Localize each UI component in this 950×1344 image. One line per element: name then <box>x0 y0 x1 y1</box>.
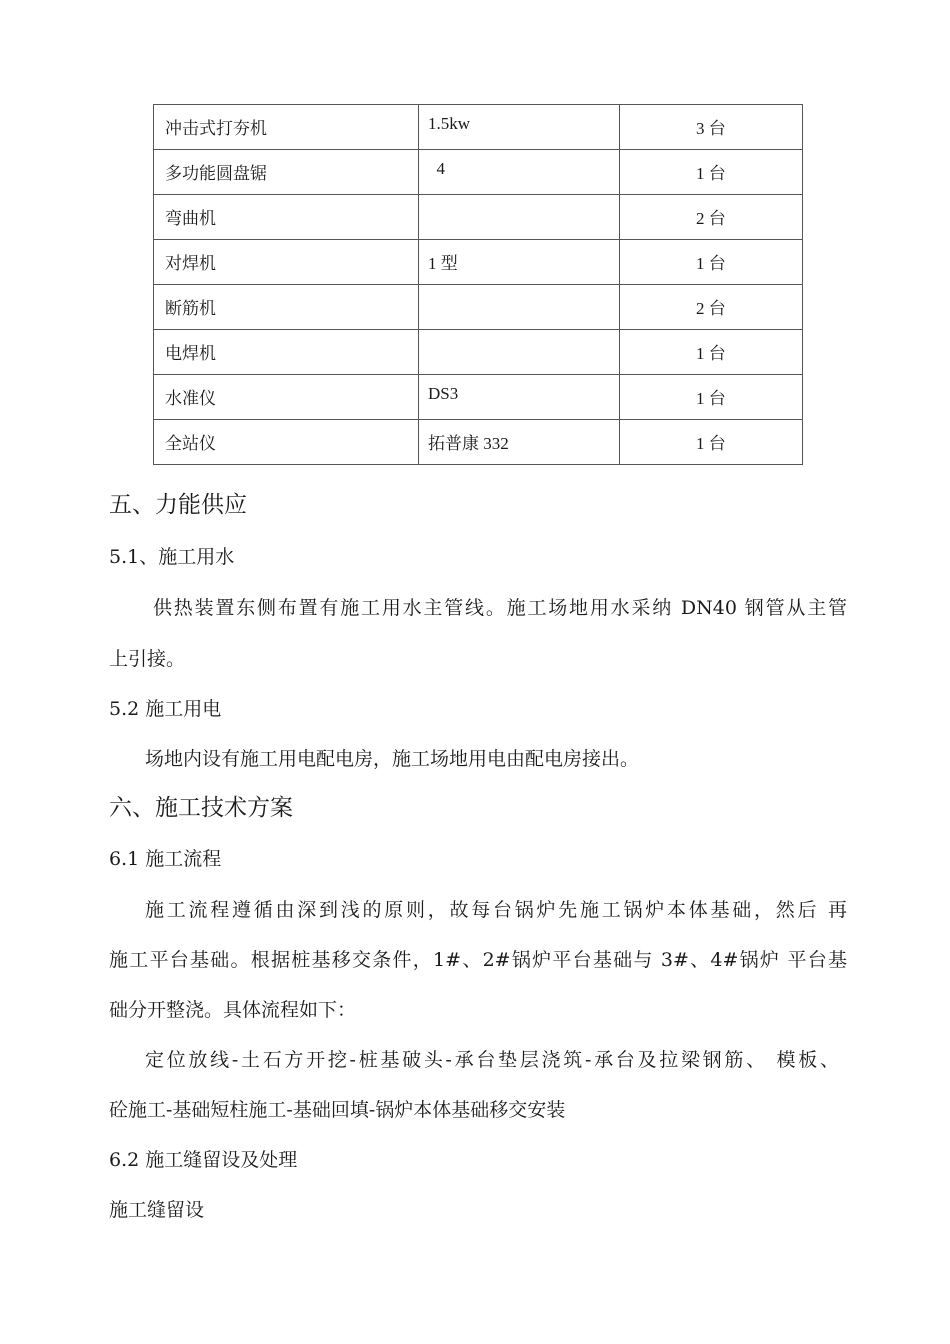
equipment-qty-cell <box>620 285 803 330</box>
equipment-name-cell <box>154 195 419 240</box>
section-6-heading: 六、施工技术方案 <box>109 795 293 821</box>
equipment-name-text: 水准仪 <box>165 389 216 408</box>
section-5-2-heading: 5.2 施工用电 <box>109 698 222 720</box>
equipment-qty-text: 1 台 <box>696 434 726 453</box>
table-row <box>154 375 803 420</box>
equipment-table-body <box>154 105 803 465</box>
table-row <box>154 330 803 375</box>
table-row <box>154 150 803 195</box>
equipment-qty-text: 1 台 <box>696 254 726 273</box>
table-row <box>154 240 803 285</box>
section-6-1-paragraph-line-2: 施工平台基础。根据桩基移交条件，1#、2#锅炉平台基础与 3#、4#锅炉 平台基 <box>109 949 847 971</box>
table-row <box>154 105 803 150</box>
section-6-1-paragraph-line-1: 施工流程遵循由深到浅的原则，故每台锅炉先施工锅炉本体基础，然后 再 <box>145 899 847 921</box>
table-row <box>154 420 803 465</box>
section-5-2-paragraph: 场地内设有施工用电配电房，施工场地用电由配电房接出。 <box>145 748 640 770</box>
section-6-1-flow-line-1: 定位放线-土石方开挖-桩基破头-承台垫层浇筑-承台及拉梁钢筋、 模板、 <box>145 1049 839 1071</box>
section-6-1-flow-line-2: 砼施工-基础短柱施工-基础回填-锅炉本体基础移交安装 <box>109 1099 566 1121</box>
equipment-qty-text: 1 台 <box>696 344 726 363</box>
equipment-name-cell <box>154 105 419 150</box>
equipment-name-text: 全站仪 <box>165 434 216 453</box>
equipment-name-text: 冲击式打夯机 <box>165 119 267 138</box>
equipment-spec-cell <box>419 420 620 465</box>
section-6-1-paragraph-line-3: 础分开整浇。具体流程如下： <box>109 999 357 1021</box>
equipment-qty-cell <box>620 195 803 240</box>
equipment-qty-cell <box>620 375 803 420</box>
equipment-name-cell <box>154 375 419 420</box>
equipment-spec-cell <box>419 150 620 195</box>
equipment-qty-text: 2 台 <box>696 209 726 228</box>
equipment-name-cell <box>154 330 419 375</box>
equipment-qty-cell <box>620 150 803 195</box>
equipment-qty-text: 3 台 <box>696 119 726 138</box>
section-6-1-heading: 6.1 施工流程 <box>109 848 222 870</box>
equipment-name-text: 多功能圆盘锯 <box>165 164 267 183</box>
equipment-spec-text: 1 型 <box>428 254 458 273</box>
equipment-spec-cell <box>419 285 620 330</box>
equipment-qty-cell <box>620 330 803 375</box>
equipment-name-cell <box>154 150 419 195</box>
table-row <box>154 195 803 240</box>
equipment-table <box>153 104 803 465</box>
section-5-heading: 五、力能供应 <box>109 492 247 518</box>
equipment-name-text: 电焊机 <box>165 344 216 363</box>
section-6-2-subheading: 施工缝留设 <box>109 1199 205 1221</box>
equipment-qty-cell <box>620 420 803 465</box>
equipment-spec-text: 1.5kw <box>428 114 471 133</box>
equipment-spec-cell <box>419 240 620 285</box>
equipment-qty-text: 1 台 <box>696 389 726 408</box>
equipment-spec-text: 拓普康 332 <box>428 434 509 453</box>
equipment-spec-text <box>419 330 619 339</box>
equipment-name-cell <box>154 420 419 465</box>
equipment-spec-cell <box>419 105 620 150</box>
equipment-spec-text <box>419 195 619 204</box>
section-5-1-paragraph-line-1: 供热装置东侧布置有施工用水主管线。施工场地用水采纳 DN40 钢管从主管 <box>153 597 847 619</box>
section-5-1-paragraph-line-2: 上引接。 <box>109 648 186 670</box>
section-6-2-heading: 6.2 施工缝留设及处理 <box>109 1149 298 1171</box>
equipment-name-cell <box>154 240 419 285</box>
equipment-spec-cell <box>419 330 620 375</box>
equipment-qty-text: 2 台 <box>696 299 726 318</box>
equipment-qty-text: 1 台 <box>696 164 726 183</box>
equipment-name-text: 对焊机 <box>165 254 216 273</box>
table-row <box>154 285 803 330</box>
equipment-qty-cell <box>620 105 803 150</box>
equipment-name-text: 断筋机 <box>165 299 216 318</box>
equipment-name-text: 弯曲机 <box>165 209 216 228</box>
equipment-spec-cell <box>419 195 620 240</box>
section-5-1-heading: 5.1、施工用水 <box>109 546 235 568</box>
equipment-spec-cell <box>419 375 620 420</box>
equipment-spec-text <box>419 285 619 294</box>
equipment-qty-cell <box>620 240 803 285</box>
equipment-spec-text: DS3 <box>428 384 459 403</box>
equipment-spec-text: 4 <box>428 159 445 178</box>
equipment-name-cell <box>154 285 419 330</box>
